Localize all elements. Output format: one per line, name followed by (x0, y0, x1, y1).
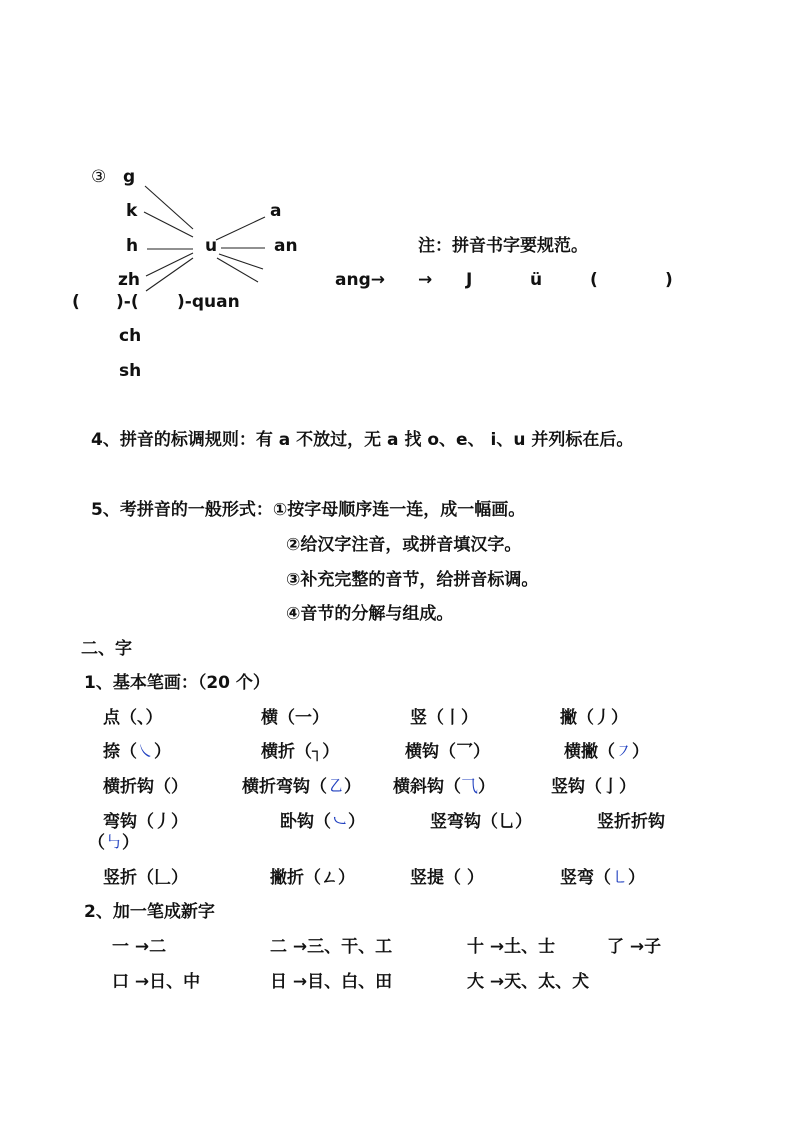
stroke-shuzhezhegou: 竖折折钩 (597, 812, 665, 832)
note-pinyin-neat: 注：拼音书字要规范。 (418, 236, 588, 256)
letter-j: J (466, 270, 473, 290)
stroke-hengpie: 横撇（㇇） (564, 742, 649, 762)
connector-zh-u (146, 253, 193, 276)
initial-k: k (126, 201, 138, 221)
connector-u-a (216, 217, 265, 240)
stroke-wogou: 卧钩（㇃） (280, 812, 365, 832)
connector-u-extra (217, 258, 258, 282)
stroke-shuwangou: 竖弯钩（乚） (430, 812, 532, 832)
diagram-label: ③ (91, 167, 107, 187)
final-an: an (274, 236, 298, 256)
stroke-heng: 横（一） (261, 708, 329, 728)
connector-g-u (145, 186, 193, 229)
stroke-henggou-glyph: 乛 (456, 742, 473, 762)
final-a: a (270, 201, 282, 221)
blank-middle: )-( (116, 292, 139, 312)
stroke-hengzhegou: 横折钩（） (103, 777, 188, 797)
stroke-dian: 点（、） (103, 708, 163, 728)
stroke-shuzhe: 竖折（𠃊） (103, 868, 188, 888)
stroke-shuzhezhegou-glyph-line: （㇉） (88, 833, 139, 853)
section-heading: 二、字 (81, 639, 132, 659)
stroke-hengzhe-glyph: ┐ (312, 742, 323, 762)
stroke-pie: 撇（丿） (560, 708, 628, 728)
stroke-na-glyph: ㇏ (137, 742, 154, 762)
stroke-hengzhewangou-glyph: ㇠ (327, 777, 344, 797)
newchar-er: 二 →三、干、工 (270, 937, 393, 957)
stroke-shuzhezhegou-glyph: ㇉ (105, 833, 122, 853)
letter-u-umlaut: ü (530, 270, 543, 290)
initial-g: g (123, 167, 136, 187)
rule4-tone-marking: 4、拼音的标调规则：有 a 不放过，无 a 找 o、e、 i、u 并列标在后。 (91, 430, 634, 450)
stroke-henggou: 横钩（乛） (405, 742, 490, 762)
arrow-2: → (418, 270, 433, 290)
paren-open: ( (590, 270, 598, 290)
stroke-hengxiegou-glyph: ⺄ (461, 777, 478, 797)
stroke-wogou-glyph: ㇃ (331, 812, 348, 832)
blank-quan: )-quan (177, 292, 240, 312)
stroke-shugou: 竖钩（亅） (551, 777, 636, 797)
initial-h: h (126, 236, 139, 256)
stroke-shuti: 竖提（ ） (410, 868, 484, 888)
paren-close: ) (665, 270, 673, 290)
stroke-shuwan: 竖弯（㇄） (560, 868, 645, 888)
stroke-hengxiegou: 横斜钩（⺄） (393, 777, 495, 797)
newchar-heading: 2、加一笔成新字 (84, 902, 215, 922)
stroke-piezhe: 撇折（ㄥ） (270, 868, 355, 888)
newchar-yi: 一 →二 (112, 937, 167, 957)
center-u: u (205, 236, 218, 256)
rule5-intro: 5、考拼音的一般形式：①按字母顺序连一连，成一幅画。 (91, 500, 526, 520)
stroke-shu: 竖（丨） (410, 708, 478, 728)
newchar-shi: 十 →土、士 (467, 937, 556, 957)
stroke-shuzhe-glyph: 𠃊 (154, 868, 171, 888)
connector-k-u (144, 212, 193, 237)
ang-arrow: ang→ (335, 270, 385, 290)
stroke-hengpie-glyph: ㇇ (615, 742, 632, 762)
newchar-le: 了 →子 (607, 937, 662, 957)
stroke-na: 捺（㇏） (103, 742, 171, 762)
newchar-kou: 口 →日、中 (112, 972, 201, 992)
connector-u-ang (219, 254, 263, 269)
rule5-item-2: ②给汉字注音，或拼音填汉字。 (286, 535, 522, 555)
blank-open: ( (72, 292, 80, 312)
stroke-shuwan-glyph: ㇄ (611, 868, 628, 888)
stroke-hengzhewangou: 横折弯钩（㇠） (242, 777, 361, 797)
strokes-heading: 1、基本笔画：（20 个） (84, 673, 270, 693)
stroke-hengzhe: 横折（┐） (261, 742, 340, 762)
stroke-wangou: 弯钩（丿） (103, 812, 188, 832)
rule5-item-3: ③补充完整的音节，给拼音标调。 (286, 570, 539, 590)
initial-sh: sh (119, 361, 142, 381)
newchar-ri: 日 →目、白、田 (270, 972, 393, 992)
connector-ch-u (146, 258, 193, 291)
rule5-item-4: ④音节的分解与组成。 (286, 604, 454, 624)
newchar-da: 大 →天、太、犬 (467, 972, 590, 992)
initial-zh: zh (118, 270, 140, 290)
initial-ch: ch (119, 326, 142, 346)
